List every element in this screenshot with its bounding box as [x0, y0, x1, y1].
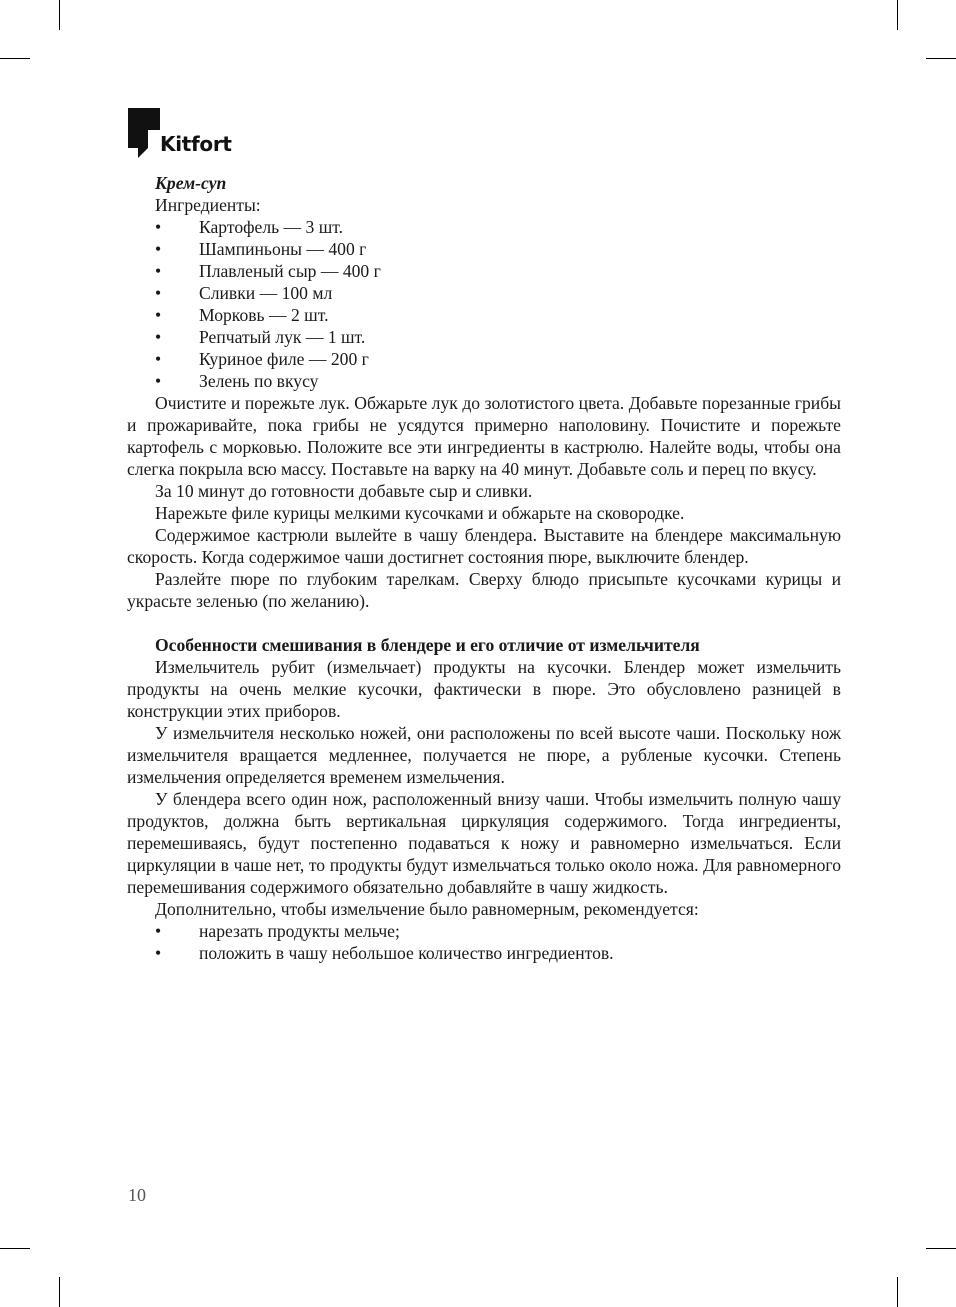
- crop-mark: [926, 58, 956, 59]
- recipe-title: Крем-суп: [155, 173, 227, 193]
- section-heading: Особенности смешивания в блендере и его отличие от измельчителя: [155, 635, 700, 655]
- recipe-step: Очистите и порежьте лук. Обжарьте лук до золотистого цвета. Добавьте порезанные грибы и прожаривайте, пока грибы не усядутся примерно наполовину. Почистите и порежьте картофель с морковью. Положите все эти ингредиенты в кастрюлю. Налейте воды, чтобы она слегка покрыла всю массу. Поставьте на варку на 40 минут. Добавьте соль и перец по вкусу.: [127, 393, 841, 479]
- brand-name: Kitfort: [160, 132, 232, 156]
- list-item: • Картофель — 3 шт.: [155, 217, 344, 237]
- list-item: • Зелень по вкусу: [155, 371, 319, 391]
- list-item: • Репчатый лук — 1 шт.: [155, 327, 366, 347]
- list-item: • Морковь — 2 шт.: [155, 305, 329, 325]
- crop-mark: [926, 1248, 956, 1249]
- crop-mark: [0, 1248, 30, 1249]
- section-paragraph: У измельчителя несколько ножей, они расположены по всей высоте чаши. Поскольку нож измельчителя вращается медленнее, получается не пюре, а рубленые кусочки. Степень измельчения определяется временем измельчения.: [127, 723, 841, 787]
- list-item: • Куриное филе — 200 г: [155, 349, 369, 369]
- tips-list: [127, 920, 841, 964]
- ingredients-label: Ингредиенты:: [155, 195, 261, 215]
- recipe-step: Нарежьте филе курицы мелкими кусочками и обжарьте на сковородке.: [155, 503, 685, 523]
- list-item: • нарезать продукты мельче;: [155, 921, 400, 941]
- recipe-step: Содержимое кастрюли вылейте в чашу блендера. Выставите на блендере максимальную скорость. Когда содержимое чаши достигнет состояния пюре, выключите блендер.: [127, 525, 841, 567]
- section-paragraph: Дополнительно, чтобы измельчение было равномерным, рекомендуется:: [155, 899, 699, 919]
- section-paragraph: У блендера всего один нож, расположенный внизу чаши. Чтобы измельчить полную чашу продуктов, должна быть вертикальная циркуляция содержимого. Тогда ингредиенты, перемешиваясь, будут постепенно подаваться к ножу и равномерно измельчаться. Если циркуляции в чаше нет, то продукты будут измельчаться только около ножа. Для равномерного перемешивания содержимого обязательно добавляйте в чашу жидкость.: [127, 789, 841, 897]
- list-item: • положить в чашу небольшое количество ингредиентов.: [155, 943, 614, 963]
- page-content: [127, 172, 841, 964]
- brand-logo: [128, 108, 232, 158]
- page-number: 10: [128, 1185, 146, 1205]
- crop-mark: [59, 1277, 60, 1307]
- kitfort-logo-icon: [128, 108, 160, 158]
- list-item: • Плавленый сыр — 400 г: [155, 261, 381, 281]
- ingredients-list: [127, 216, 841, 392]
- list-item: • Шампиньоны — 400 г: [155, 239, 367, 259]
- crop-mark: [897, 0, 898, 30]
- recipe-step: Разлейте пюре по глубоким тарелкам. Сверху блюдо присыпьте кусочками курицы и украсьте зеленью (по желанию).: [127, 569, 841, 611]
- section-paragraph: Измельчитель рубит (измельчает) продукты на кусочки. Блендер может измельчить продукты на очень мелкие кусочки, фактически в пюре. Это обусловлено разницей в конструкции этих приборов.: [127, 657, 841, 721]
- list-item: • Сливки — 100 мл: [155, 283, 333, 303]
- crop-mark: [897, 1277, 898, 1307]
- crop-mark: [59, 0, 60, 30]
- crop-mark: [0, 58, 30, 59]
- recipe-step: За 10 минут до готовности добавьте сыр и сливки.: [155, 481, 533, 501]
